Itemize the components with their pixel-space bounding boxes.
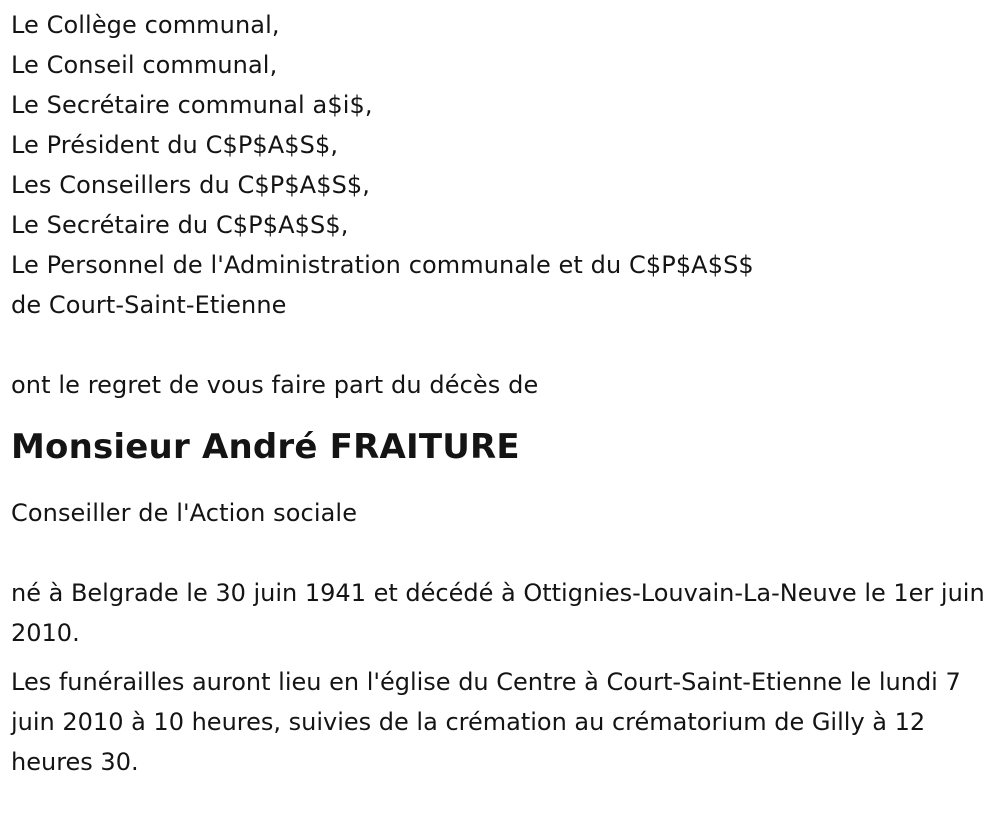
deceased-role: Conseiller de l'Action sociale [11,499,358,527]
sender-line: Le Conseil communal, [11,51,278,79]
sender-line: Le Personnel de l'Administration communale et du C$P$A$S$ [11,251,754,279]
senders-block [11,5,991,325]
sender-line: de Court-Saint-Etienne [11,291,287,319]
sender-line: Le Collège communal, [11,11,280,39]
death-notice [11,5,991,782]
sender-line: Le Président du C$P$A$S$, [11,131,339,159]
sender-line: Le Secrétaire communal a$i$, [11,91,373,119]
announcement-text: ont le regret de vous faire part du décès de [11,371,539,399]
spacer [11,325,991,365]
birth-death-paragraph: né à Belgrade le 30 juin 1941 et décédé à Ottignies-Louvain-La-Neuve le 1er juin 2010. [11,579,985,647]
deceased-name: Monsieur André FRAITURE [11,427,520,467]
sender-line: Le Secrétaire du C$P$A$S$, [11,211,349,239]
funeral-paragraph: Les funérailles auront lieu en l'église du Centre à Court-Saint-Etienne le lundi 7 juin 2010 à 10 heures, suivies de la crémation au crématorium de Gilly à 12 heures 30. [11,668,961,776]
sender-line: Les Conseillers du C$P$A$S$, [11,171,371,199]
